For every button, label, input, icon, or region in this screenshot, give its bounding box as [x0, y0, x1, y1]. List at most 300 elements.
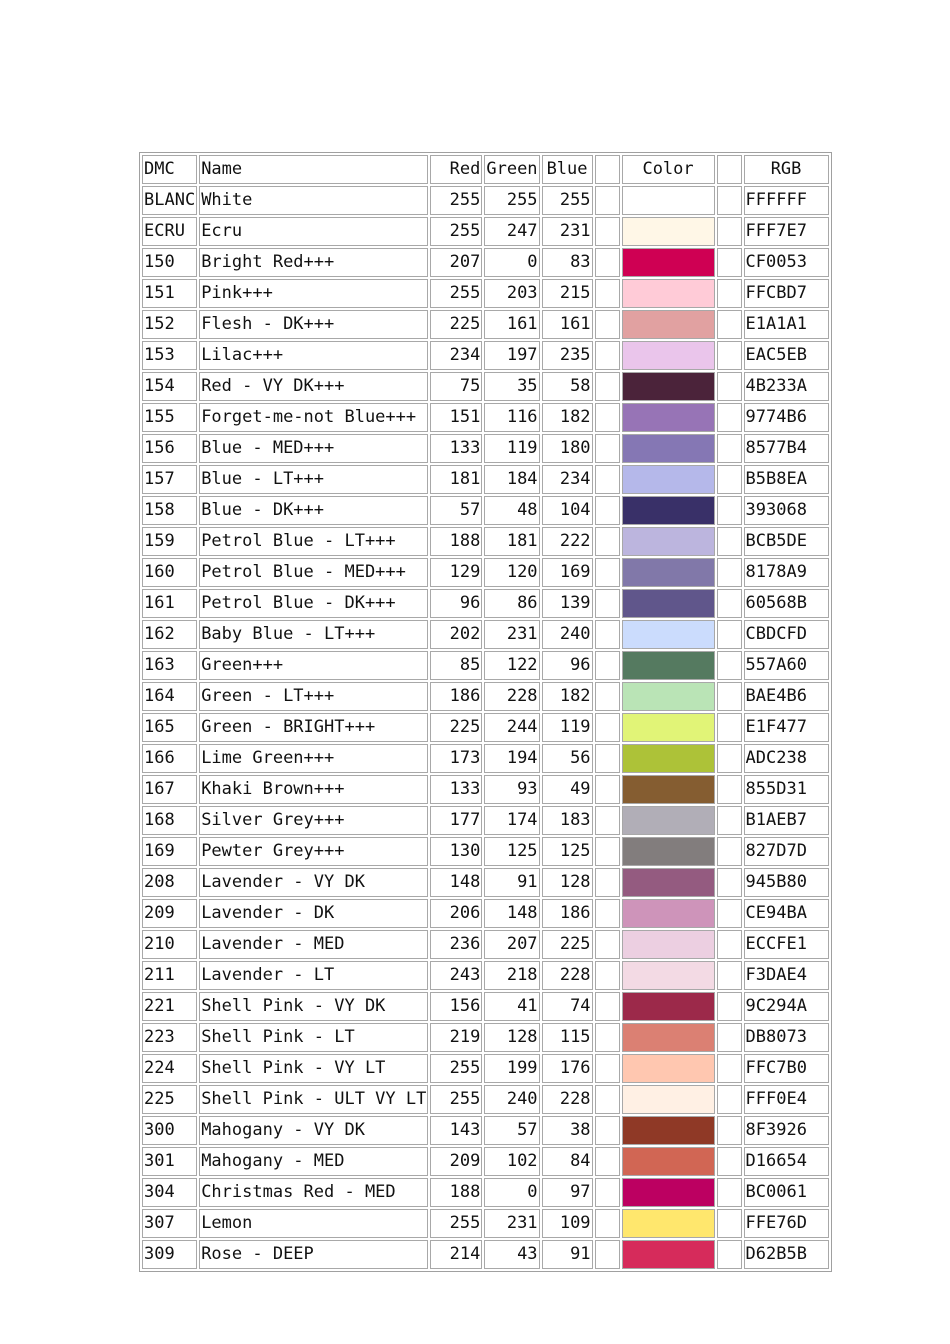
color-swatch [623, 1210, 714, 1237]
cell-green: 240 [484, 1085, 539, 1114]
spacer-cell [717, 403, 742, 432]
spacer-cell [595, 248, 620, 277]
cell-dmc: 150 [142, 248, 197, 277]
table-row [142, 248, 829, 277]
table-row [142, 806, 829, 835]
cell-dmc: 160 [142, 558, 197, 587]
cell-blue: 222 [542, 527, 593, 556]
cell-rgb: 9774B6 [744, 403, 829, 432]
cell-green: 231 [484, 620, 539, 649]
cell-green: 48 [484, 496, 539, 525]
cell-color-swatch [622, 1023, 715, 1052]
cell-green: 125 [484, 837, 539, 866]
cell-color-swatch [622, 310, 715, 339]
table-row [142, 713, 829, 742]
cell-name: Bright Red+++ [199, 248, 428, 277]
cell-color-swatch [622, 682, 715, 711]
cell-blue: 38 [542, 1116, 593, 1145]
spacer-cell [595, 186, 620, 215]
cell-name: Shell Pink - VY DK [199, 992, 428, 1021]
cell-green: 203 [484, 279, 539, 308]
table-row [142, 1240, 829, 1269]
cell-name: Lavender - VY DK [199, 868, 428, 897]
cell-name: Shell Pink - LT [199, 1023, 428, 1052]
table-header-row [142, 155, 829, 184]
cell-dmc: 164 [142, 682, 197, 711]
cell-color-swatch [622, 744, 715, 773]
table-row [142, 341, 829, 370]
cell-red: 188 [430, 527, 482, 556]
cell-rgb: D16654 [744, 1147, 829, 1176]
table-row [142, 372, 829, 401]
table-row [142, 744, 829, 773]
spacer-cell [595, 1085, 620, 1114]
table-row [142, 558, 829, 587]
cell-blue: 186 [542, 899, 593, 928]
spacer-cell [717, 1240, 742, 1269]
cell-blue: 125 [542, 837, 593, 866]
spacer-cell [717, 651, 742, 680]
cell-name: Lilac+++ [199, 341, 428, 370]
cell-blue: 161 [542, 310, 593, 339]
cell-red: 133 [430, 434, 482, 463]
spacer-cell [595, 992, 620, 1021]
cell-red: 133 [430, 775, 482, 804]
cell-dmc: 221 [142, 992, 197, 1021]
cell-dmc: 167 [142, 775, 197, 804]
spacer-cell [595, 1116, 620, 1145]
cell-name: Petrol Blue - DK+++ [199, 589, 428, 618]
cell-name: Christmas Red - MED [199, 1178, 428, 1207]
table-row [142, 1178, 829, 1207]
cell-color-swatch [622, 434, 715, 463]
cell-red: 151 [430, 403, 482, 432]
cell-dmc: 157 [142, 465, 197, 494]
header-rgb: RGB [744, 155, 829, 184]
cell-color-swatch [622, 341, 715, 370]
spacer-cell [717, 1116, 742, 1145]
cell-red: 255 [430, 1085, 482, 1114]
cell-rgb: 9C294A [744, 992, 829, 1021]
cell-name: Forget-me-not Blue+++ [199, 403, 428, 432]
cell-green: 247 [484, 217, 539, 246]
spacer-cell [595, 930, 620, 959]
cell-rgb: ADC238 [744, 744, 829, 773]
spacer-cell [717, 1147, 742, 1176]
color-swatch [623, 1024, 714, 1051]
cell-blue: 240 [542, 620, 593, 649]
color-swatch [623, 1117, 714, 1144]
spacer-cell [595, 155, 620, 184]
cell-rgb: BCB5DE [744, 527, 829, 556]
spacer-cell [595, 217, 620, 246]
cell-green: 91 [484, 868, 539, 897]
cell-color-swatch [622, 1240, 715, 1269]
cell-color-swatch [622, 527, 715, 556]
cell-dmc: 169 [142, 837, 197, 866]
cell-green: 86 [484, 589, 539, 618]
cell-name: Lemon [199, 1209, 428, 1238]
color-swatch [623, 466, 714, 493]
cell-name: Ecru [199, 217, 428, 246]
spacer-cell [717, 186, 742, 215]
cell-color-swatch [622, 1085, 715, 1114]
cell-blue: 182 [542, 682, 593, 711]
cell-rgb: 827D7D [744, 837, 829, 866]
spacer-cell [717, 155, 742, 184]
spacer-cell [595, 310, 620, 339]
cell-color-swatch [622, 651, 715, 680]
color-swatch [623, 218, 714, 245]
cell-name: Mahogany - VY DK [199, 1116, 428, 1145]
cell-blue: 56 [542, 744, 593, 773]
color-swatch [623, 1055, 714, 1082]
spacer-cell [595, 589, 620, 618]
cell-rgb: FFF0E4 [744, 1085, 829, 1114]
color-swatch [623, 621, 714, 648]
spacer-cell [717, 279, 742, 308]
cell-green: 199 [484, 1054, 539, 1083]
cell-green: 128 [484, 1023, 539, 1052]
table-row [142, 186, 829, 215]
spacer-cell [595, 558, 620, 587]
cell-red: 188 [430, 1178, 482, 1207]
spacer-cell [717, 465, 742, 494]
spacer-cell [717, 1085, 742, 1114]
table-row [142, 1147, 829, 1176]
cell-red: 57 [430, 496, 482, 525]
cell-rgb: D62B5B [744, 1240, 829, 1269]
cell-red: 202 [430, 620, 482, 649]
cell-dmc: 209 [142, 899, 197, 928]
spacer-cell [717, 1023, 742, 1052]
spacer-cell [595, 1147, 620, 1176]
cell-red: 225 [430, 310, 482, 339]
spacer-cell [595, 434, 620, 463]
cell-dmc: 309 [142, 1240, 197, 1269]
table-row [142, 589, 829, 618]
table-row [142, 930, 829, 959]
color-swatch [623, 497, 714, 524]
cell-blue: 115 [542, 1023, 593, 1052]
table-row [142, 651, 829, 680]
cell-color-swatch [622, 899, 715, 928]
cell-blue: 96 [542, 651, 593, 680]
color-swatch [623, 280, 714, 307]
cell-blue: 128 [542, 868, 593, 897]
spacer-cell [717, 868, 742, 897]
spacer-cell [717, 310, 742, 339]
color-swatch [623, 435, 714, 462]
table-row [142, 961, 829, 990]
spacer-cell [595, 775, 620, 804]
spacer-cell [717, 930, 742, 959]
spacer-cell [595, 527, 620, 556]
cell-name: Mahogany - MED [199, 1147, 428, 1176]
cell-name: White [199, 186, 428, 215]
color-swatch [623, 993, 714, 1020]
spacer-cell [717, 434, 742, 463]
cell-color-swatch [622, 992, 715, 1021]
cell-green: 231 [484, 1209, 539, 1238]
table-row [142, 434, 829, 463]
cell-name: Lime Green+++ [199, 744, 428, 773]
table-row [142, 279, 829, 308]
cell-color-swatch [622, 403, 715, 432]
cell-blue: 58 [542, 372, 593, 401]
cell-color-swatch [622, 496, 715, 525]
cell-name: Baby Blue - LT+++ [199, 620, 428, 649]
cell-dmc: 301 [142, 1147, 197, 1176]
cell-green: 148 [484, 899, 539, 928]
spacer-cell [717, 217, 742, 246]
cell-blue: 215 [542, 279, 593, 308]
table-row [142, 1116, 829, 1145]
spacer-cell [595, 899, 620, 928]
cell-rgb: ECCFE1 [744, 930, 829, 959]
cell-color-swatch [622, 868, 715, 897]
cell-red: 236 [430, 930, 482, 959]
cell-green: 35 [484, 372, 539, 401]
cell-red: 243 [430, 961, 482, 990]
cell-dmc: 300 [142, 1116, 197, 1145]
cell-blue: 84 [542, 1147, 593, 1176]
cell-dmc: 159 [142, 527, 197, 556]
color-swatch [623, 1086, 714, 1113]
color-swatch [623, 962, 714, 989]
spacer-cell [717, 961, 742, 990]
cell-dmc: 225 [142, 1085, 197, 1114]
cell-dmc: 166 [142, 744, 197, 773]
cell-color-swatch [622, 372, 715, 401]
cell-name: Flesh - DK+++ [199, 310, 428, 339]
table-row [142, 992, 829, 1021]
cell-rgb: CBDCFD [744, 620, 829, 649]
spacer-cell [595, 1054, 620, 1083]
cell-blue: 97 [542, 1178, 593, 1207]
cell-blue: 183 [542, 806, 593, 835]
color-swatch [623, 1148, 714, 1175]
cell-name: Petrol Blue - LT+++ [199, 527, 428, 556]
spacer-cell [717, 713, 742, 742]
spacer-cell [717, 527, 742, 556]
table-row [142, 1054, 829, 1083]
cell-dmc: BLANC [142, 186, 197, 215]
cell-dmc: 210 [142, 930, 197, 959]
spacer-cell [595, 682, 620, 711]
table-row [142, 217, 829, 246]
spacer-cell [595, 496, 620, 525]
table-row [142, 527, 829, 556]
cell-dmc: 155 [142, 403, 197, 432]
color-swatch [623, 373, 714, 400]
cell-color-swatch [622, 1209, 715, 1238]
cell-rgb: 8F3926 [744, 1116, 829, 1145]
spacer-cell [717, 620, 742, 649]
cell-green: 102 [484, 1147, 539, 1176]
cell-red: 255 [430, 217, 482, 246]
cell-red: 209 [430, 1147, 482, 1176]
spacer-cell [717, 1178, 742, 1207]
cell-name: Blue - DK+++ [199, 496, 428, 525]
cell-rgb: FFE76D [744, 1209, 829, 1238]
spacer-cell [595, 1240, 620, 1269]
table-row [142, 310, 829, 339]
cell-red: 214 [430, 1240, 482, 1269]
spacer-cell [595, 403, 620, 432]
cell-blue: 83 [542, 248, 593, 277]
spacer-cell [717, 1209, 742, 1238]
color-swatch [623, 1241, 714, 1268]
header-color: Color [622, 155, 715, 184]
spacer-cell [595, 341, 620, 370]
cell-dmc: 152 [142, 310, 197, 339]
spacer-cell [717, 899, 742, 928]
header-red: Red [430, 155, 482, 184]
cell-color-swatch [622, 1147, 715, 1176]
table-row [142, 682, 829, 711]
spacer-cell [595, 651, 620, 680]
cell-name: Lavender - LT [199, 961, 428, 990]
cell-rgb: 945B80 [744, 868, 829, 897]
spacer-cell [717, 744, 742, 773]
cell-blue: 119 [542, 713, 593, 742]
color-swatch [623, 745, 714, 772]
spacer-cell [717, 682, 742, 711]
cell-dmc: ECRU [142, 217, 197, 246]
cell-green: 57 [484, 1116, 539, 1145]
table-row [142, 620, 829, 649]
cell-color-swatch [622, 1054, 715, 1083]
cell-rgb: BC0061 [744, 1178, 829, 1207]
cell-dmc: 156 [142, 434, 197, 463]
cell-blue: 234 [542, 465, 593, 494]
cell-name: Blue - LT+++ [199, 465, 428, 494]
cell-red: 255 [430, 186, 482, 215]
spacer-cell [595, 713, 620, 742]
header-name: Name [199, 155, 428, 184]
cell-name: Lavender - MED [199, 930, 428, 959]
cell-rgb: B1AEB7 [744, 806, 829, 835]
spacer-cell [717, 248, 742, 277]
cell-red: 255 [430, 1054, 482, 1083]
color-swatch [623, 807, 714, 834]
cell-rgb: FFCBD7 [744, 279, 829, 308]
cell-dmc: 224 [142, 1054, 197, 1083]
cell-rgb: FFFFFF [744, 186, 829, 215]
cell-name: Green - LT+++ [199, 682, 428, 711]
cell-red: 85 [430, 651, 482, 680]
cell-red: 129 [430, 558, 482, 587]
color-swatch [623, 931, 714, 958]
cell-dmc: 151 [142, 279, 197, 308]
cell-color-swatch [622, 558, 715, 587]
cell-dmc: 168 [142, 806, 197, 835]
cell-name: Silver Grey+++ [199, 806, 428, 835]
cell-rgb: B5B8EA [744, 465, 829, 494]
cell-green: 174 [484, 806, 539, 835]
cell-color-swatch [622, 775, 715, 804]
table-row [142, 465, 829, 494]
cell-name: Shell Pink - ULT VY LT [199, 1085, 428, 1114]
dmc-color-table [139, 152, 832, 1272]
spacer-cell [717, 496, 742, 525]
spacer-cell [717, 1054, 742, 1083]
spacer-cell [595, 372, 620, 401]
cell-dmc: 154 [142, 372, 197, 401]
cell-color-swatch [622, 589, 715, 618]
color-swatch [623, 249, 714, 276]
cell-red: 156 [430, 992, 482, 1021]
color-swatch [623, 311, 714, 338]
cell-rgb: CF0053 [744, 248, 829, 277]
cell-blue: 169 [542, 558, 593, 587]
spacer-cell [717, 589, 742, 618]
color-swatch [623, 1179, 714, 1206]
cell-blue: 74 [542, 992, 593, 1021]
cell-green: 119 [484, 434, 539, 463]
cell-green: 93 [484, 775, 539, 804]
cell-red: 255 [430, 1209, 482, 1238]
color-swatch [623, 404, 714, 431]
spacer-cell [595, 465, 620, 494]
cell-color-swatch [622, 713, 715, 742]
cell-rgb: FFF7E7 [744, 217, 829, 246]
table-row [142, 837, 829, 866]
cell-color-swatch [622, 217, 715, 246]
cell-name: Red - VY DK+++ [199, 372, 428, 401]
cell-name: Shell Pink - VY LT [199, 1054, 428, 1083]
cell-color-swatch [622, 186, 715, 215]
cell-green: 228 [484, 682, 539, 711]
spacer-cell [595, 961, 620, 990]
cell-green: 0 [484, 1178, 539, 1207]
cell-name: Petrol Blue - MED+++ [199, 558, 428, 587]
color-swatch [623, 900, 714, 927]
cell-name: Green+++ [199, 651, 428, 680]
spacer-cell [595, 1178, 620, 1207]
spacer-cell [717, 806, 742, 835]
cell-dmc: 307 [142, 1209, 197, 1238]
spacer-cell [595, 1209, 620, 1238]
spacer-cell [595, 868, 620, 897]
table-row [142, 1085, 829, 1114]
cell-red: 130 [430, 837, 482, 866]
cell-name: Lavender - DK [199, 899, 428, 928]
color-swatch [623, 342, 714, 369]
cell-name: Pink+++ [199, 279, 428, 308]
cell-blue: 91 [542, 1240, 593, 1269]
spacer-cell [717, 775, 742, 804]
color-swatch [623, 652, 714, 679]
cell-red: 225 [430, 713, 482, 742]
color-swatch [623, 869, 714, 896]
cell-color-swatch [622, 961, 715, 990]
cell-red: 75 [430, 372, 482, 401]
cell-green: 41 [484, 992, 539, 1021]
cell-rgb: DB8073 [744, 1023, 829, 1052]
header-green: Green [484, 155, 539, 184]
cell-dmc: 223 [142, 1023, 197, 1052]
cell-rgb: FFC7B0 [744, 1054, 829, 1083]
color-swatch [623, 838, 714, 865]
cell-rgb: E1A1A1 [744, 310, 829, 339]
cell-dmc: 211 [142, 961, 197, 990]
spacer-cell [717, 372, 742, 401]
cell-color-swatch [622, 930, 715, 959]
cell-green: 43 [484, 1240, 539, 1269]
cell-red: 234 [430, 341, 482, 370]
